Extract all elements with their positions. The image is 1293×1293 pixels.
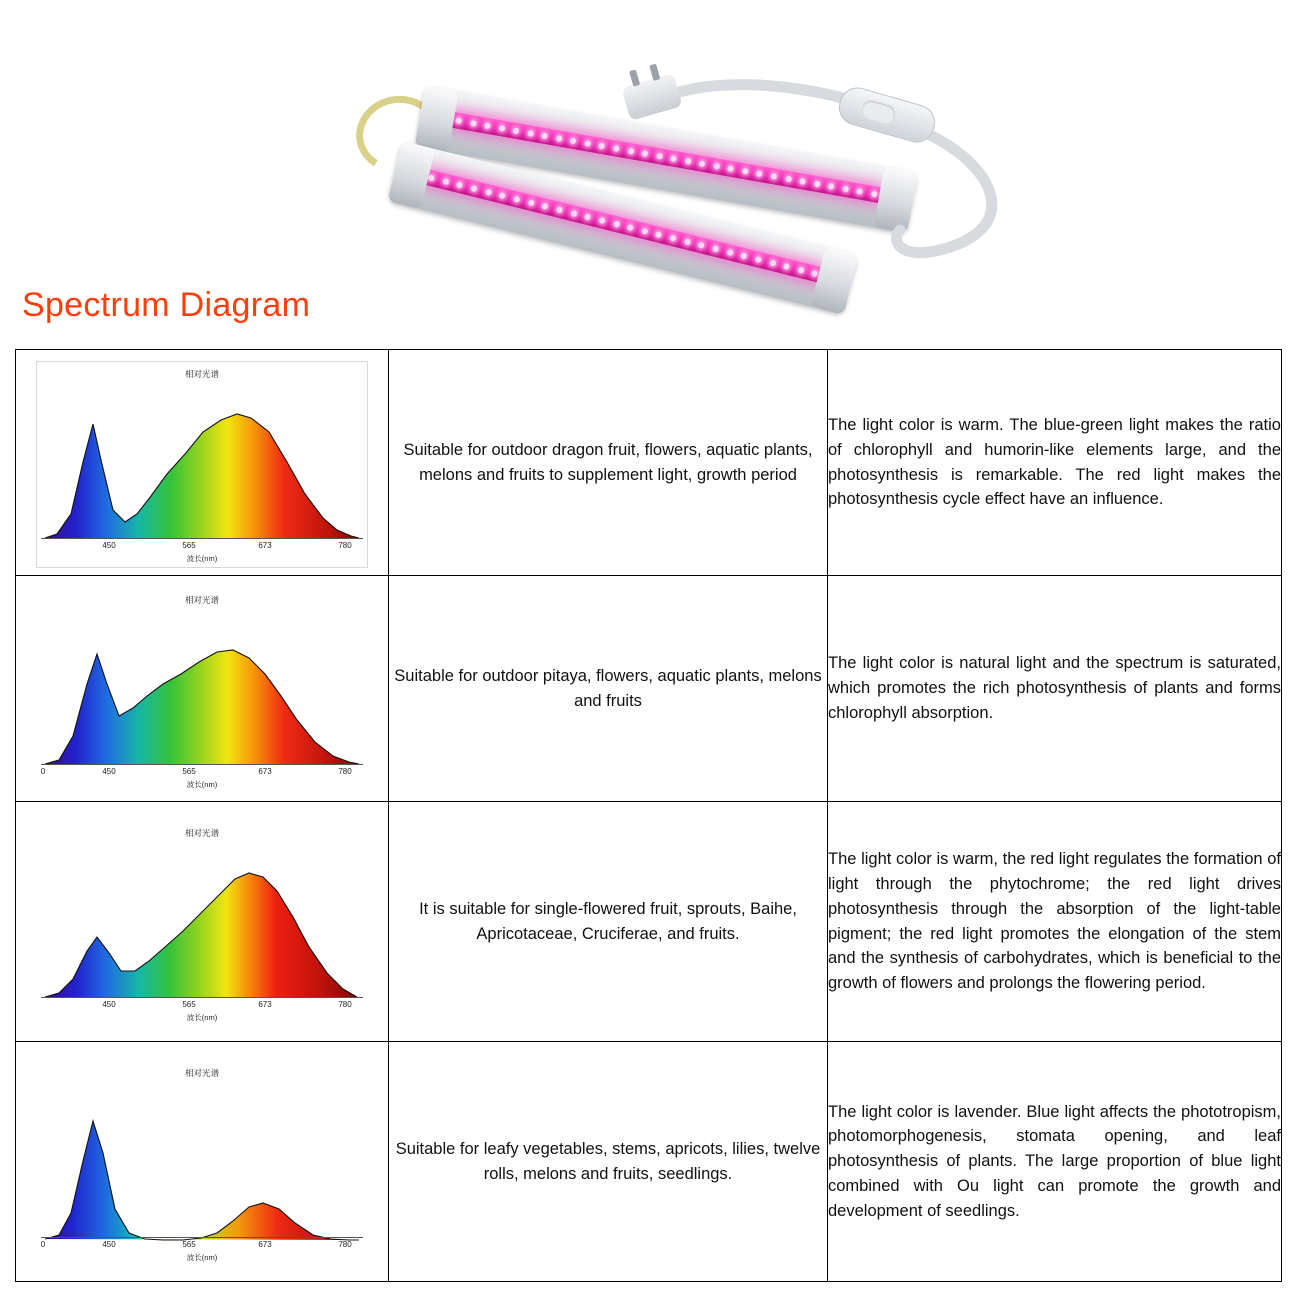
chart-axis-1 <box>41 538 363 539</box>
table-row <box>16 1042 1282 1282</box>
usage-text-2: Suitable for outdoor pitaya, flowers, aquatic plants, melons and fruits <box>389 576 828 802</box>
description-text-1: The light color is warm. The blue-green light makes the ratio of chlorophyll and humorin-like elements large, and the photosynthesis is remarkable. The red light makes the photosynthesis cycle effect have an influence. <box>828 350 1282 576</box>
tick-label: 780 <box>338 767 352 776</box>
table-row <box>16 350 1282 576</box>
tick-label: 0 <box>40 1240 46 1249</box>
tick-label: 450 <box>102 767 116 776</box>
spectrum-chart-4 <box>37 1061 367 1266</box>
tick-label: 565 <box>182 1240 196 1249</box>
chart-title-1: 相对光谱 <box>184 369 220 379</box>
tick-label: 673 <box>258 1000 272 1009</box>
tick-label: 0 <box>40 767 46 776</box>
spectrum-chart-2 <box>37 588 367 793</box>
tick-label: 673 <box>258 767 272 776</box>
page-title: Spectrum Diagram <box>22 286 311 324</box>
chart-title-4: 相对光谱 <box>184 1068 220 1078</box>
usage-text-3: It is suitable for single-flowered fruit, sprouts, Baihe, Apricotaceae, Cruciferae, and fruits. <box>389 802 828 1042</box>
tick-label: 673 <box>258 1240 272 1249</box>
chart-xlabel-3: 波长(nm) <box>186 1013 218 1022</box>
tick-label: 450 <box>102 541 116 550</box>
spectrum-chart-cell-4 <box>16 1042 389 1282</box>
table-row <box>16 802 1282 1042</box>
spectrum-table <box>15 349 1282 1282</box>
tick-label: 450 <box>102 1000 116 1009</box>
tick-label: 450 <box>102 1240 116 1249</box>
tick-label: 565 <box>182 1000 196 1009</box>
chart-curve-1 <box>37 362 367 567</box>
chart-curve-4 <box>37 1061 367 1266</box>
usage-text-4: Suitable for leafy vegetables, stems, apricots, lilies, twelve rolls, melons and fruits, seedlings. <box>389 1042 828 1282</box>
description-text-2: The light color is natural light and the spectrum is saturated, which promotes the rich photosynthesis of plants and forms chlorophyll absorption. <box>828 576 1282 802</box>
spectrum-chart-3 <box>37 821 367 1026</box>
tick-label: 780 <box>338 1240 352 1249</box>
spectrum-chart-cell-3 <box>16 802 389 1042</box>
spectrum-chart-cell-1 <box>16 350 389 576</box>
chart-xlabel-1: 波长(nm) <box>186 554 218 563</box>
chart-curve-2 <box>37 588 367 793</box>
description-text-4: The light color is lavender. Blue light affects the phototropism, photomorphogenesis, stomata opening, and leaf photosynthesis of plants. The large proportion of blue light combined with Ou light can promote the growth and development of seedlings. <box>828 1042 1282 1282</box>
table-row <box>16 576 1282 802</box>
tick-label: 780 <box>338 541 352 550</box>
chart-xlabel-4: 波长(nm) <box>186 1253 218 1262</box>
chart-axis-3 <box>41 997 363 998</box>
spectrum-chart-cell-2 <box>16 576 389 802</box>
tick-label: 565 <box>182 541 196 550</box>
chart-axis-2 <box>41 764 363 765</box>
chart-xlabel-2: 波长(nm) <box>186 780 218 789</box>
spectrum-chart-1 <box>36 361 368 568</box>
chart-axis-4 <box>41 1237 363 1238</box>
usage-text-1: Suitable for outdoor dragon fruit, flowers, aquatic plants, melons and fruits to supplement light, growth period <box>389 350 828 576</box>
chart-title-2: 相对光谱 <box>184 595 220 605</box>
tick-label: 673 <box>258 541 272 550</box>
tick-label: 780 <box>338 1000 352 1009</box>
tick-label: 565 <box>182 767 196 776</box>
chart-curve-3 <box>37 821 367 1026</box>
description-text-3: The light color is warm, the red light regulates the formation of light through the phytochrome; the red light drives photosynthesis through the absorption of the light-table pigment; the red light promotes the elongation of the stem and the synthesis of carbohydrates, which is beneficial to the growth of flowers and prolongs the flowering period. <box>828 802 1282 1042</box>
chart-title-3: 相对光谱 <box>184 828 220 838</box>
